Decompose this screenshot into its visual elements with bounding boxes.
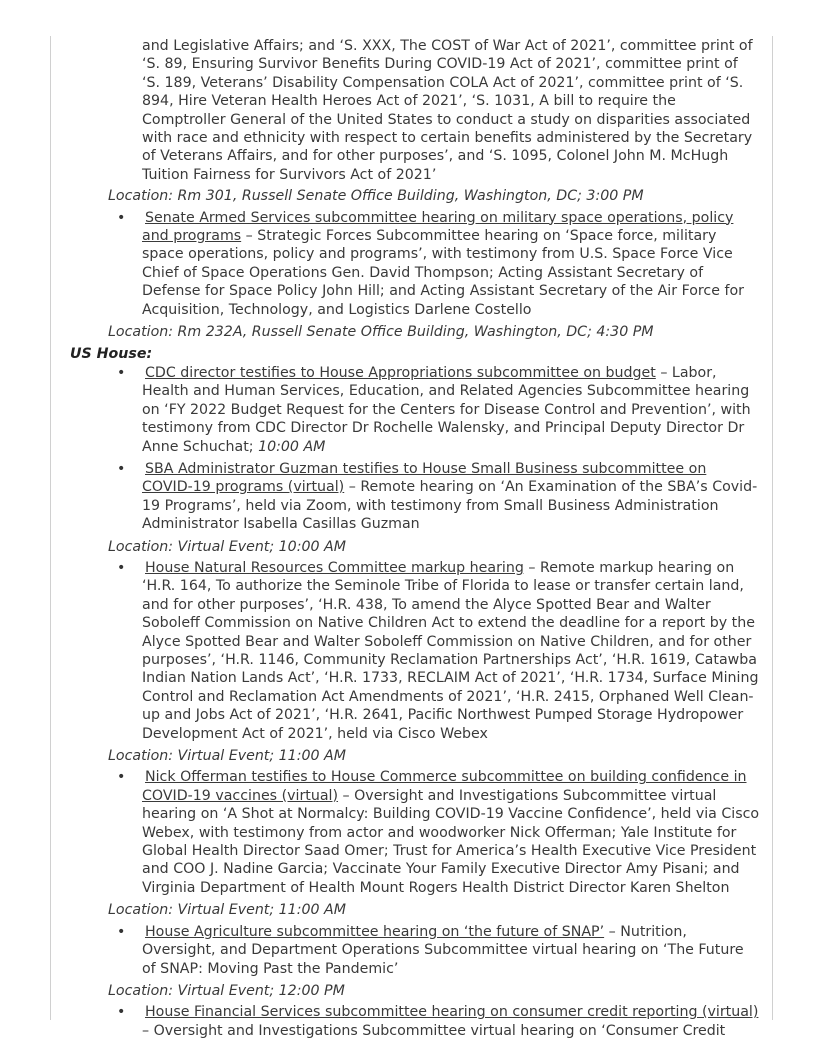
house-event-list — [70, 364, 760, 534]
event-description: – Oversight and Investigations Subcommittee virtual hearing on ‘Consumer Credit — [142, 1022, 726, 1039]
event-link-senate-armed-services[interactable]: Senate Armed Services subcommittee hearing on military space operations, policy and programs — [142, 209, 734, 245]
event-location: Location: Virtual Event; 11:00 AM — [108, 902, 347, 919]
document-body — [70, 37, 760, 1044]
event-location: Location: Rm 301, Russell Senate Office Building, Washington, DC; 3:00 PM — [108, 188, 644, 205]
list-item — [142, 460, 760, 534]
event-description: – Remote hearing on ‘An Examination of the SBA’s Covid-19 Programs’, held via Zoom, with testimony from Small Business Administration Administrator Isabella Casillas Guzman — [142, 479, 758, 533]
list-item — [142, 923, 760, 978]
senate-event-list — [70, 209, 760, 319]
house-event-list — [70, 559, 760, 743]
list-item — [142, 559, 760, 743]
list-item — [142, 364, 760, 456]
event-location: Location: Virtual Event; 11:00 AM — [108, 748, 347, 765]
section-heading-us-house — [70, 345, 760, 363]
house-event-list — [70, 1003, 760, 1040]
event-link-nick-offerman[interactable]: Nick Offerman testifies to House Commerce subcommittee on building confidence in COVID-19 vaccines (virtual) — [142, 769, 747, 804]
event-description: – Labor, Health and Human Services, Education, and Related Agencies Subcommittee hearing on ‘FY 2022 Budget Request for the Centers for Disease Control and Prevention’, with testimony from CDC Director Dr Rochelle Walensky, and Principal Deputy Director Dr Anne Schuchat; — [142, 364, 751, 455]
event-location: Location: Virtual Event; 10:00 AM — [108, 538, 347, 555]
page-border-right — [772, 36, 773, 1020]
event-time: 10:00 AM — [258, 438, 326, 455]
section-heading-label: US House — [70, 345, 147, 362]
event-location: Location: Virtual Event; 12:00 PM — [108, 982, 345, 999]
event-link-future-of-snap[interactable]: House Agriculture subcommittee hearing on ‘the future of SNAP’ — [145, 923, 605, 940]
house-event-list — [70, 768, 760, 897]
page-border-left — [50, 36, 51, 1020]
event-description: – Strategic Forces Subcommittee hearing on ‘Space force, military space operations, policy and programs’, with testimony from U.S. Space Force Vice Chief of Space Operations Gen. David Thompson; Acting Assistant Secretary of Defense for Space Policy John Hill; and Acting Assistant Secretary of the Air Force for Acquisition, Technology, and Logistics Darlene Costello — [142, 228, 744, 318]
event-link-cdc-director[interactable]: CDC director testifies to House Appropriations subcommittee on budget — [145, 364, 656, 381]
list-item — [142, 768, 760, 897]
section-heading-colon: : — [146, 345, 153, 362]
event-link-consumer-credit-reporting[interactable]: House Financial Services subcommittee hearing on consumer credit reporting (virtual) — [145, 1004, 759, 1021]
continued-event-text: and Legislative Affairs; and ‘S. XXX, The COST of War Act of 2021’, committee print of ‘S. 89, Ensuring Survivor Benefits During COVID-19 Act of 2021’, committee print of ‘S. 189, Veterans’ Disability Compensation COLA Act of 2021’, committee print of ‘S. 894, Hire Veteran Health Heroes Act of 2021’, ‘S. 1031, A bill to require the Comptroller General of the United States to conduct a study on disparities associated with race and ethnicity with respect to certain benefits administered by the Secretary of Veterans Affairs, and for other purposes’, and ‘S. 1095, Colonel John M. McHugh Tuition Fairness for Survivors Act of 2021’ — [142, 38, 753, 183]
list-item — [142, 209, 760, 319]
house-event-list — [70, 923, 760, 978]
event-location: Location: Rm 232A, Russell Senate Office Building, Washington, DC; 4:30 PM — [108, 324, 654, 341]
event-description: – Nutrition, Oversight, and Department Operations Subcommittee virtual hearing on ‘The Future of SNAP: Moving Past the Pandemic’ — [142, 923, 744, 977]
event-description: – Remote markup hearing on ‘H.R. 164, To authorize the Seminole Tribe of Florida to lease or transfer certain land, and for other purposes’, ‘H.R. 438, To amend the Alyce Spotted Bear and Walter Soboleff Commission on Native Children Act to extend the deadline for a report by the Alyce Spotted Bear and Walter Soboleff Commission on Native Children, and for other purposes’, ‘H.R. 1146, Community Reclamation Partnerships Act’, ‘H.R. 1619, Catawba Indian Nation Lands Act’, ‘H.R. 1733, RECLAIM Act of 2021’, ‘H.R. 1734, Surface Mining Control and Reclamation Act Amendments of 2021’, ‘H.R. 2415, Orphaned Well Clean-up and Jobs Act of 2021’, ‘H.R. 2641, Pacific Northwest Pumped Storage Hydropower Development Act of 2021’, held via Cisco Webex — [142, 559, 759, 742]
event-link-sba-administrator[interactable]: SBA Administrator Guzman testifies to House Small Business subcommittee on COVID-19 programs (virtual) — [142, 460, 707, 496]
event-description: – Oversight and Investigations Subcommittee virtual hearing on ‘A Shot at Normalcy: Building COVID-19 Vaccine Confidence’, held via Cisco Webex, with testimony from actor and woodworker Nick Offerman; Yale Institute for Global Health Director Saad Omer; Trust for America’s Health Executive Vice President and COO J. Nadine Garcia; Vaccinate Your Family Executive Director Amy Pisani; and Virginia Department of Health Mount Rogers Health District Director Karen Shelton — [142, 787, 760, 896]
list-item — [142, 1003, 760, 1040]
event-link-natural-resources-markup[interactable]: House Natural Resources Committee markup hearing — [145, 559, 524, 576]
